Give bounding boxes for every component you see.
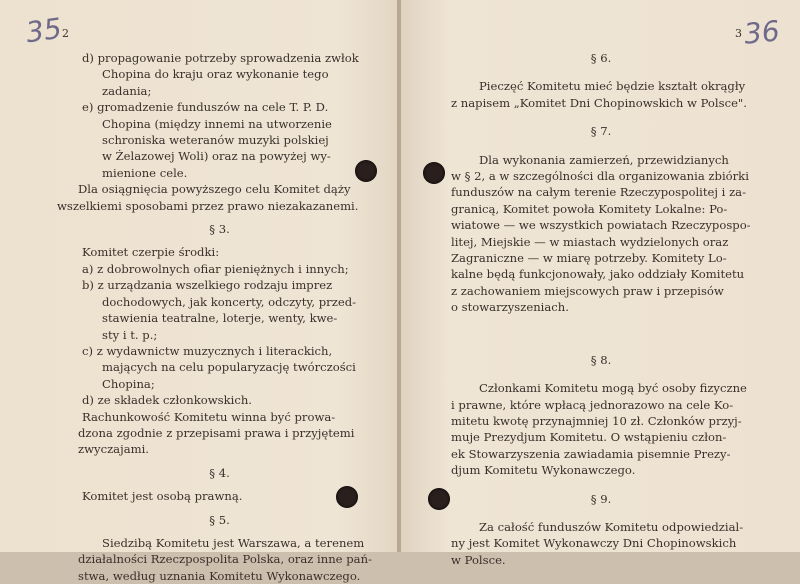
right-page bbox=[401, 0, 800, 567]
section-6-body bbox=[451, 78, 751, 111]
page-number: 2 bbox=[62, 27, 69, 40]
text-line: Siedzibą Komitetu jest Warszawa, a terenem bbox=[102, 535, 365, 550]
paragraph-block bbox=[57, 50, 359, 214]
right-text-block bbox=[451, 50, 751, 568]
text-line: e) gromadzenie funduszów na cele T. P. D. bbox=[82, 100, 329, 115]
text-line: wiatowe — we wszystkich powiatach Rzeczypospo- bbox=[451, 218, 751, 233]
text-line: zwyczajami. bbox=[78, 442, 149, 457]
section-8-body bbox=[451, 380, 751, 478]
text-line: mitetu kwotę przynajmniej 10 zł. Członków przyj- bbox=[451, 413, 742, 428]
text-line: Komitet czerpie środki: bbox=[82, 245, 220, 260]
text-line: b) z urządzania wszelkiego rodzaju imprez bbox=[82, 278, 333, 293]
text-line: Członkami Komitetu mogą być osoby fizyczne bbox=[479, 381, 747, 396]
text-line: w § 2, a w szczególności dla organizowania zbiórki bbox=[451, 169, 749, 184]
punch-hole bbox=[423, 162, 445, 184]
text-line: granicą, Komitet powoła Komitety Lokalne: Po- bbox=[451, 201, 728, 216]
text-line: w Żelazowej Woli) oraz na powyżej wy- bbox=[102, 149, 331, 164]
text-line: mających na celu popularyzację twórczości bbox=[102, 360, 356, 375]
text-line: Dla osiągnięcia powyższego celu Komitet dąży bbox=[78, 182, 351, 197]
section-5-body bbox=[78, 535, 372, 584]
text-line: dzona zgodnie z przepisami prawa i przyjętemi bbox=[78, 425, 355, 440]
section-heading-3: § 3. bbox=[209, 222, 230, 237]
text-line: Zagraniczne — w miarę potrzeby. Komitety Lo- bbox=[451, 251, 727, 266]
left-page bbox=[0, 0, 399, 583]
text-line: Rachunkowość Komitetu winna być prowa- bbox=[82, 409, 336, 424]
section-4-body bbox=[82, 488, 357, 504]
text-line: c) z wydawnictw muzycznych i literackich, bbox=[82, 343, 333, 358]
text-line: w Polsce. bbox=[451, 552, 506, 567]
text-line: djum Komitetu Wykonawczego. bbox=[451, 463, 636, 478]
section-heading-9: § 9. bbox=[590, 491, 612, 506]
text-line: Za całość funduszów Komitetu odpowiedzial- bbox=[479, 519, 744, 534]
punch-hole bbox=[428, 488, 450, 510]
text-line: muje Prezydjum Komitetu. O wstąpieniu człon- bbox=[451, 430, 727, 445]
text-line: z napisem „Komitet Dni Chopinowskich w Polsce". bbox=[451, 95, 747, 110]
text-line: d) ze składek członkowskich. bbox=[82, 393, 252, 408]
text-line: stwa, według uznania Komitetu Wykonawczego. bbox=[78, 568, 361, 583]
text-line: mienione cele. bbox=[102, 165, 188, 180]
section-3-body bbox=[78, 244, 357, 457]
text-line: Chopina do kraju oraz wykonanie tego bbox=[102, 67, 329, 82]
text-line: Chopina; bbox=[102, 376, 155, 391]
text-line: stawienia teatralne, loterje, wenty, kwe- bbox=[102, 311, 338, 326]
text-line: a) z dobrowolnych ofiar pieniężnych i innych; bbox=[82, 261, 349, 276]
pencil-folio-mark: 36 bbox=[742, 14, 782, 51]
text-line: i prawne, które wpłacą jednorazowo na cele Ko- bbox=[451, 397, 734, 412]
text-line: Pieczęć Komitetu mieć będzie kształt okrągły bbox=[479, 79, 746, 94]
text-line: d) propagowanie potrzeby sprowadzenia zwłok bbox=[82, 51, 359, 65]
page-number: 3 bbox=[735, 27, 742, 40]
section-7-body bbox=[451, 152, 751, 316]
text-line: litej, Miejskie — w miastach wydzielonych oraz bbox=[451, 234, 729, 249]
text-line: z zachowaniem miejscowych praw i przepisów bbox=[451, 283, 724, 298]
text-line: schroniska weteranów muzyki polskiej bbox=[102, 133, 329, 148]
section-heading-7: § 7. bbox=[590, 124, 612, 139]
text-line: sty i t. p.; bbox=[102, 327, 158, 342]
text-line: o stowarzyszeniach. bbox=[451, 300, 569, 315]
text-line: funduszów na całym terenie Rzeczypospolitej i za- bbox=[451, 185, 747, 200]
text-line: zadania; bbox=[102, 83, 152, 98]
text-line: wszelkiemi sposobami przez prawo niezakazanemi. bbox=[57, 198, 359, 213]
section-heading-8: § 8. bbox=[590, 352, 612, 367]
text-line: ny jest Komitet Wykonawczy Dni Chopinowskich bbox=[451, 536, 737, 551]
section-heading-6: § 6. bbox=[590, 51, 612, 65]
text-line: dochodowych, jak koncerty, odczyty, przed- bbox=[102, 294, 357, 309]
pencil-folio-mark: 35 bbox=[23, 11, 64, 50]
section-heading-5: § 5. bbox=[209, 512, 230, 527]
section-9-body bbox=[451, 519, 751, 568]
punch-hole bbox=[336, 486, 358, 508]
text-line: działalności Rzeczpospolita Polska, oraz inne pań- bbox=[78, 552, 372, 567]
text-line: Komitet jest osobą prawną. bbox=[82, 489, 243, 504]
text-line: ek Stowarzyszenia zawiadamia pisemnie Prezy- bbox=[451, 446, 731, 461]
section-heading-4: § 4. bbox=[209, 465, 230, 480]
text-line: Chopina (między innemi na utworzenie bbox=[102, 116, 332, 131]
text-line: kalne będą funkcjonowały, jako oddziały Komitetu bbox=[451, 267, 745, 282]
text-line: Dla wykonania zamierzeń, przewidzianych bbox=[479, 152, 729, 167]
punch-hole bbox=[355, 160, 377, 182]
left-text-block bbox=[57, 50, 372, 584]
